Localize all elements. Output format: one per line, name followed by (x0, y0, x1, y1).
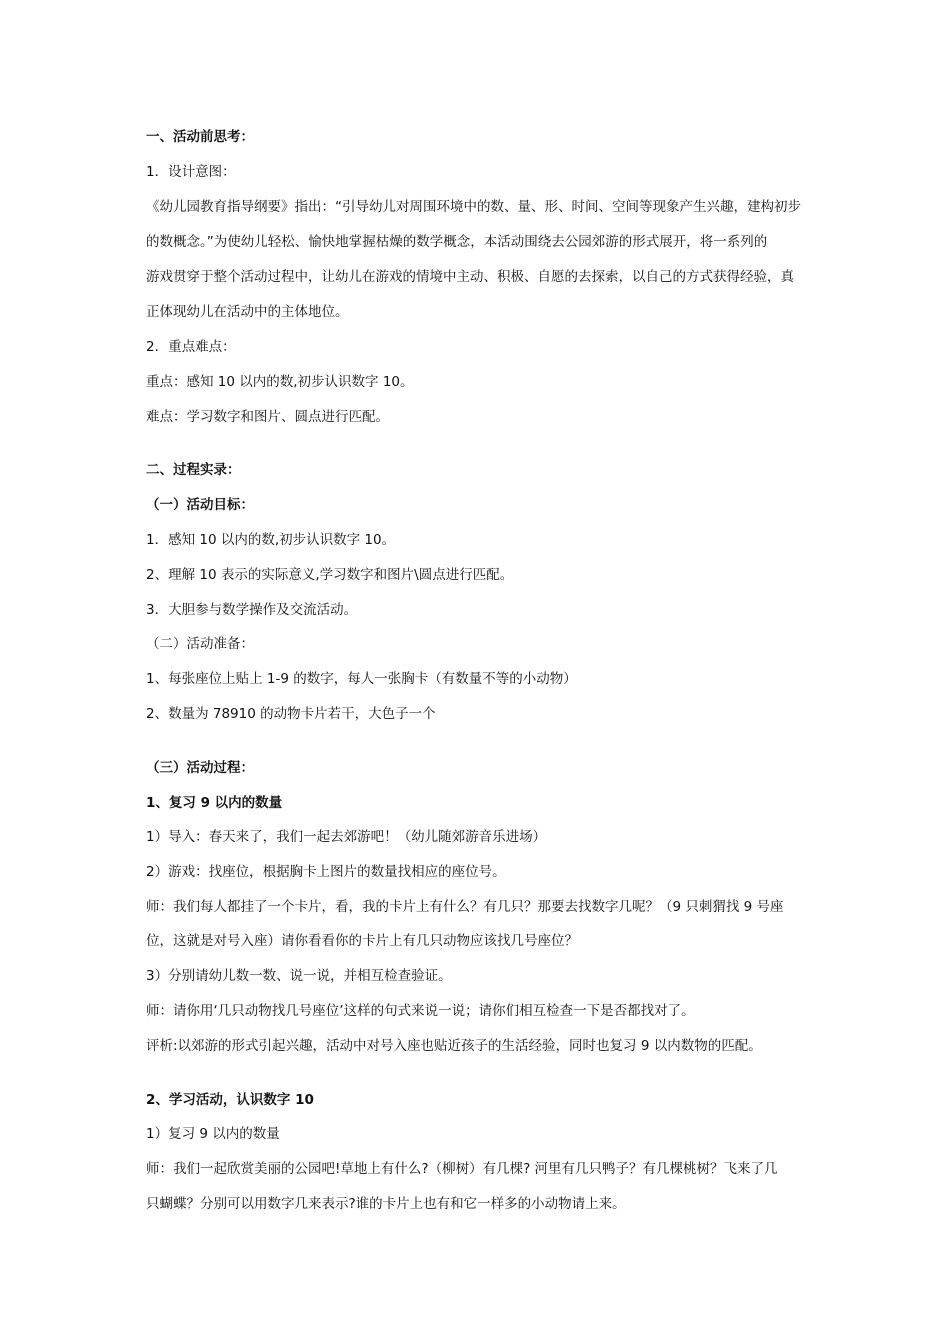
subheading-preparation: （二）活动准备： (146, 636, 254, 652)
subheading-goals: （一）活动目标： (146, 497, 254, 513)
difficulty-line: 难点：学习数字和图片、圆点进行匹配。 (146, 409, 389, 425)
item-design-intent: 1．设计意图： (146, 164, 236, 180)
step-line: 1）导入：春天来了，我们一起去郊游吧！（幼儿随郊游音乐进场） (146, 829, 547, 845)
key-point-line: 重点：感知 10 以内的数,初步认识数字 10。 (146, 374, 414, 390)
paragraph-line: 正体现幼儿在活动中的主体地位。 (146, 304, 349, 320)
section-heading-2: 二、过程实录： (146, 462, 241, 478)
subheading-process: （三）活动过程： (146, 760, 254, 776)
step-line: 1）复习 9 以内的数量 (146, 1126, 280, 1142)
step-line: 师：我们一起欣赏美丽的公园吧!草地上有什么?（柳树）有几棵? 河里有几只鸭子？有几棵桃树？飞来了几 (146, 1161, 778, 1177)
paragraph-line: 《幼儿园教育指导纲要》指出：“引导幼儿对周围环境中的数、量、形、时间、空间等现象产生兴趣，建构初步 (146, 199, 801, 215)
step-heading-2: 2、学习活动，认识数字 10 (146, 1092, 314, 1108)
step-line: 2）游戏：找座位，根据胸卡上图片的数量找相应的座位号。 (146, 864, 506, 880)
review-line: 评析:以郊游的形式引起兴趣，活动中对号入座也贴近孩子的生活经验，同时也复习 9 以内数物的匹配。 (146, 1038, 762, 1054)
section-heading-1: 一、活动前思考： (146, 129, 254, 145)
step-line: 师：请你用‘几只动物找几号座位’这样的句式来说一说；请你们相互检查一下是否都找对了。 (146, 1003, 695, 1019)
goal-item: 3．大胆参与数学操作及交流活动。 (146, 602, 358, 618)
step-line: 位，这就是对号入座）请你看看你的卡片上有几只动物应该找几号座位？ (146, 933, 578, 949)
step-heading-1: 1、复习 9 以内的数量 (146, 795, 283, 811)
goal-item: 1．感知 10 以内的数,初步认识数字 10。 (146, 532, 396, 548)
goal-item: 2、理解 10 表示的实际意义,学习数字和图片\圆点进行匹配。 (146, 567, 514, 583)
step-line: 只蝴蝶？分别可以用数字几来表示?谁的卡片上也有和它一样多的小动物请上来。 (146, 1196, 626, 1212)
paragraph-line: 的数概念。”为使幼儿轻松、愉快地掌握枯燥的数学概念，本活动围绕去公园郊游的形式展开，将一系列的 (146, 234, 768, 250)
step-line: 3）分别请幼儿数一数、说一说，并相互检查验证。 (146, 968, 452, 984)
step-line: 师：我们每人都挂了一个卡片，看，我的卡片上有什么？有几只？那要去找数字几呢？（9 只刺猬找 9 号座 (146, 899, 784, 915)
preparation-item: 1、每张座位上贴上 1-9 的数字，每人一张胸卡（有数量不等的小动物） (146, 671, 577, 687)
preparation-item: 2、数量为 78910 的动物卡片若干，大色子一个 (146, 706, 436, 722)
paragraph-line: 游戏贯穿于整个活动过程中，让幼儿在游戏的情境中主动、积极、自愿的去探索，以自己的方式获得经验，真 (146, 269, 794, 285)
item-key-points: 2．重点难点： (146, 339, 236, 355)
